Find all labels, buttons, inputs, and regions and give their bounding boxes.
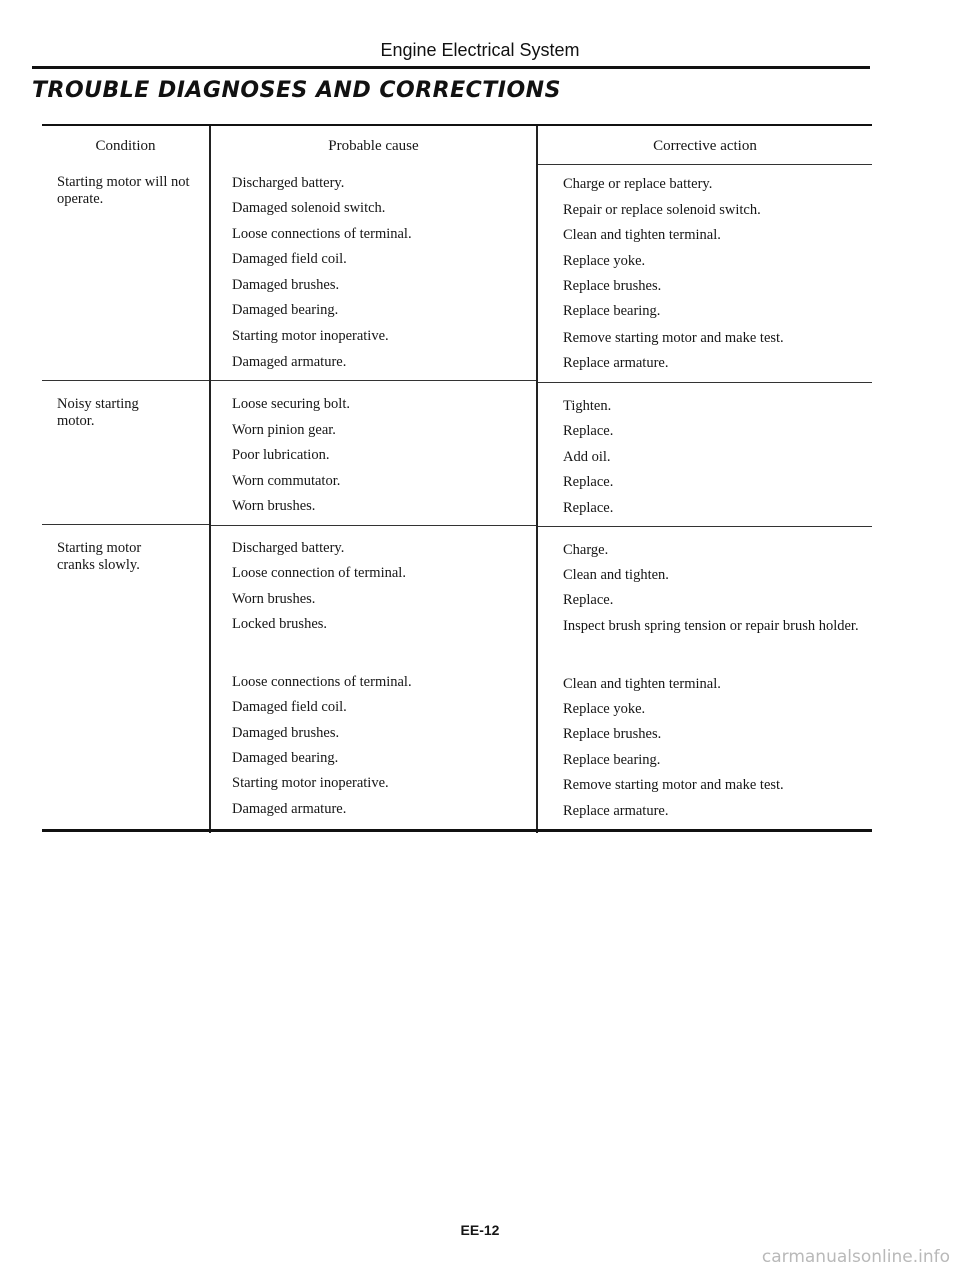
title-rule <box>32 66 870 69</box>
cause-item: Damaged field coil. <box>232 699 347 715</box>
header-condition: Condition <box>95 138 156 154</box>
column-divider-2 <box>536 126 538 833</box>
cause-item: Worn commutator. <box>232 473 341 489</box>
action-item: Add oil. <box>563 449 611 465</box>
page-number: EE-12 <box>460 1222 500 1238</box>
cause-item: Damaged brushes. <box>232 725 340 741</box>
section-title: Engine Electrical System <box>380 40 580 60</box>
action-item: Charge. <box>563 542 609 558</box>
action-item: Charge or replace battery. <box>563 176 713 192</box>
action-item: Inspect brush spring tension or repair brush holder. <box>563 618 859 634</box>
cause-item: Damaged armature. <box>232 354 347 370</box>
condition-cell: Noisy starting motor. <box>57 396 139 429</box>
header-probable-cause: Probable cause <box>328 138 419 154</box>
cause-item: Damaged bearing. <box>232 302 339 318</box>
cause-item: Poor lubrication. <box>232 447 330 463</box>
action-item: Replace armature. <box>563 803 669 819</box>
action-item: Clean and tighten. <box>563 567 669 583</box>
cause-item: Damaged field coil. <box>232 251 347 267</box>
condition-cell: Starting motor cranks slowly. <box>57 540 142 573</box>
cause-item: Worn brushes. <box>232 498 316 514</box>
cause-item: Worn pinion gear. <box>232 422 336 438</box>
action-item: Replace armature. <box>563 355 669 371</box>
watermark: carmanualsonline.info <box>761 1247 950 1267</box>
cause-item: Discharged battery. <box>232 175 345 191</box>
action-item: Replace brushes. <box>563 278 662 294</box>
action-item: Remove starting motor and make test. <box>563 330 784 346</box>
action-item: Clean and tighten terminal. <box>563 676 721 692</box>
cause-item: Damaged armature. <box>232 801 347 817</box>
group-separator <box>42 380 209 381</box>
cause-item: Damaged bearing. <box>232 750 339 766</box>
cause-item: Loose connections of terminal. <box>232 674 412 690</box>
table-bottom-rule <box>42 829 872 832</box>
cause-item: Starting motor inoperative. <box>232 328 389 344</box>
action-item: Replace yoke. <box>563 253 646 269</box>
page-title: TROUBLE DIAGNOSES AND CORRECTIONS <box>32 78 561 103</box>
table-top-rule <box>42 124 872 126</box>
group-separator <box>211 525 536 526</box>
action-item: Replace. <box>563 500 614 516</box>
cause-item: Loose connections of terminal. <box>232 226 412 242</box>
group-separator <box>211 380 536 381</box>
action-item: Replace yoke. <box>563 701 646 717</box>
action-item: Repair or replace solenoid switch. <box>563 202 761 218</box>
cause-item: Discharged battery. <box>232 540 345 556</box>
action-item: Remove starting motor and make test. <box>563 777 784 793</box>
cause-item: Loose connection of terminal. <box>232 565 406 581</box>
cause-item: Damaged brushes. <box>232 277 340 293</box>
cause-item: Damaged solenoid switch. <box>232 200 386 216</box>
action-item: Tighten. <box>563 398 612 414</box>
action-item: Replace. <box>563 592 614 608</box>
action-item: Replace bearing. <box>563 303 661 319</box>
group-separator <box>42 524 209 525</box>
group-separator <box>538 526 872 527</box>
header-corrective-action: Corrective action <box>653 138 757 154</box>
action-item: Replace bearing. <box>563 752 661 768</box>
action-item: Clean and tighten terminal. <box>563 227 721 243</box>
cause-item: Locked brushes. <box>232 616 328 632</box>
column-divider-1 <box>209 126 211 833</box>
header-underline <box>538 164 872 165</box>
action-item: Replace. <box>563 474 614 490</box>
action-item: Replace brushes. <box>563 726 662 742</box>
condition-cell: Starting motor will not operate. <box>57 174 190 207</box>
cause-item: Starting motor inoperative. <box>232 775 389 791</box>
cause-item: Worn brushes. <box>232 591 316 607</box>
cause-item: Loose securing bolt. <box>232 396 350 412</box>
group-separator <box>538 382 872 383</box>
action-item: Replace. <box>563 423 614 439</box>
